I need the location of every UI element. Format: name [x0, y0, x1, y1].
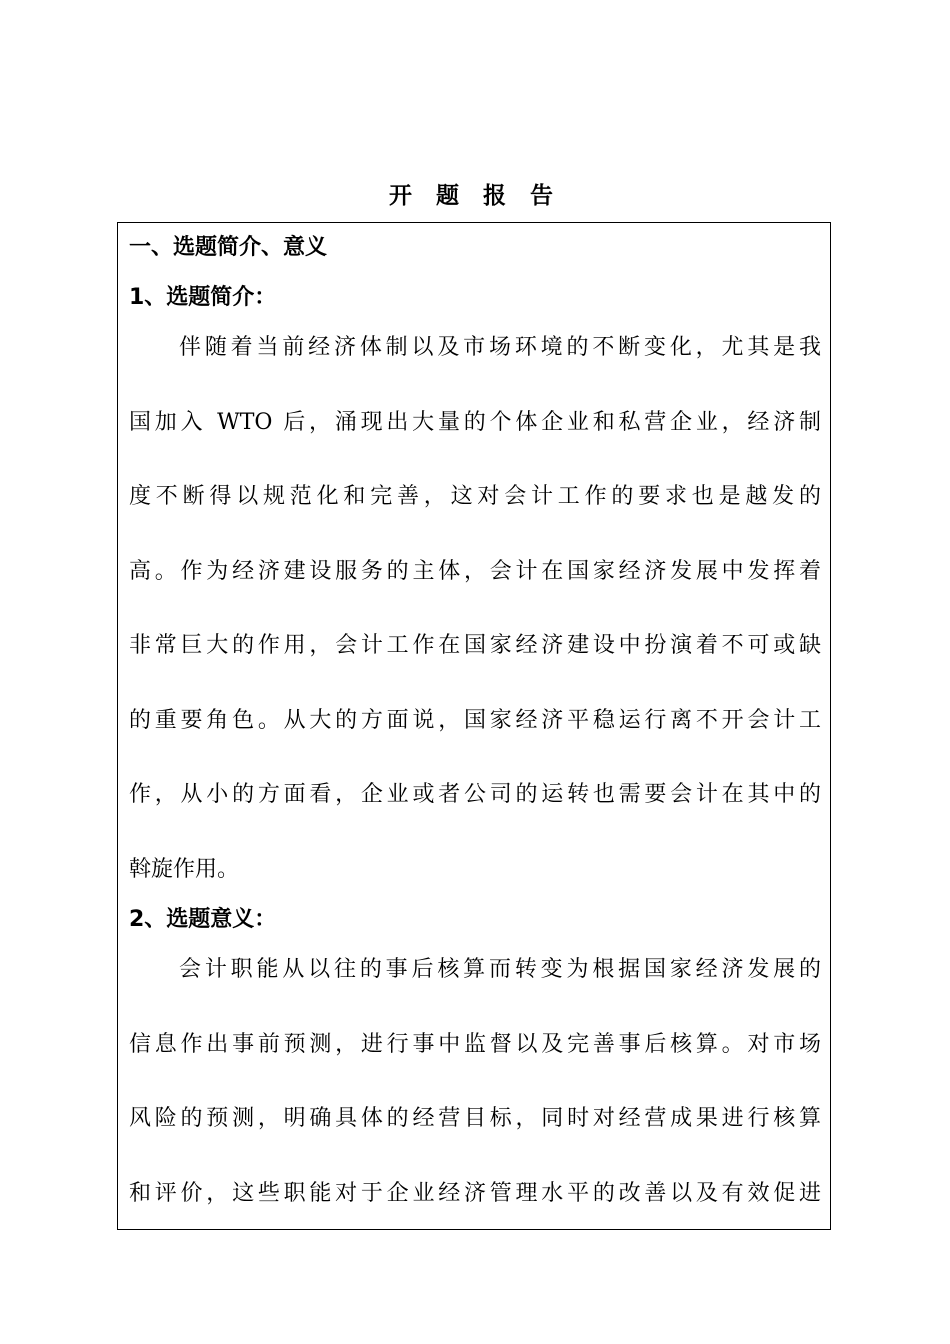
paragraph-line: 高。作为经济建设服务的主体，会计在国家经济发展中发挥着	[129, 558, 821, 584]
paragraph-line: 作，从小的方面看，企业或者公司的运转也需要会计在其中的	[129, 782, 821, 807]
paragraph-line: 信息作出事前预测，进行事中监督以及完善事后核算。对市场	[129, 1031, 821, 1057]
report-content	[129, 223, 821, 1230]
section-heading-topic-intro-significance: 一、选题简介、意义	[129, 235, 328, 260]
subsection-heading-topic-significance: 2、选题意义：	[129, 907, 277, 932]
report-table-frame	[117, 222, 831, 1230]
paragraph-line: 非常巨大的作用，会计工作在国家经济建设中扮演着不可或缺	[129, 633, 821, 658]
paragraph-line: 的重要角色。从大的方面说，国家经济平稳运行离不开会计工	[129, 707, 821, 733]
topic-intro-paragraph	[129, 311, 821, 907]
paragraph-line: 和评价，这些职能对于企业经济管理水平的改善以及有效促进	[129, 1180, 821, 1206]
subsection-heading-topic-intro: 1、选题简介：	[129, 285, 277, 310]
paragraph-line: 会计职能从以往的事后核算而转变为根据国家经济发展的	[179, 957, 821, 982]
paragraph-line: 斡旋作用。	[129, 856, 240, 882]
topic-significance-paragraph	[129, 933, 821, 1230]
paragraph-line: 国加入 WTO 后，涌现出大量的个体企业和私营企业，经济制	[129, 409, 821, 435]
paragraph-line: 度不断得以规范化和完善，这对会计工作的要求也是越发的	[129, 484, 821, 509]
paragraph-line: 伴随着当前经济体制以及市场环境的不断变化，尤其是我	[179, 335, 821, 360]
document-title: 开 题 报 告	[388, 183, 562, 209]
paragraph-line: 风险的预测，明确具体的经营目标，同时对经营成果进行核算	[129, 1106, 821, 1131]
